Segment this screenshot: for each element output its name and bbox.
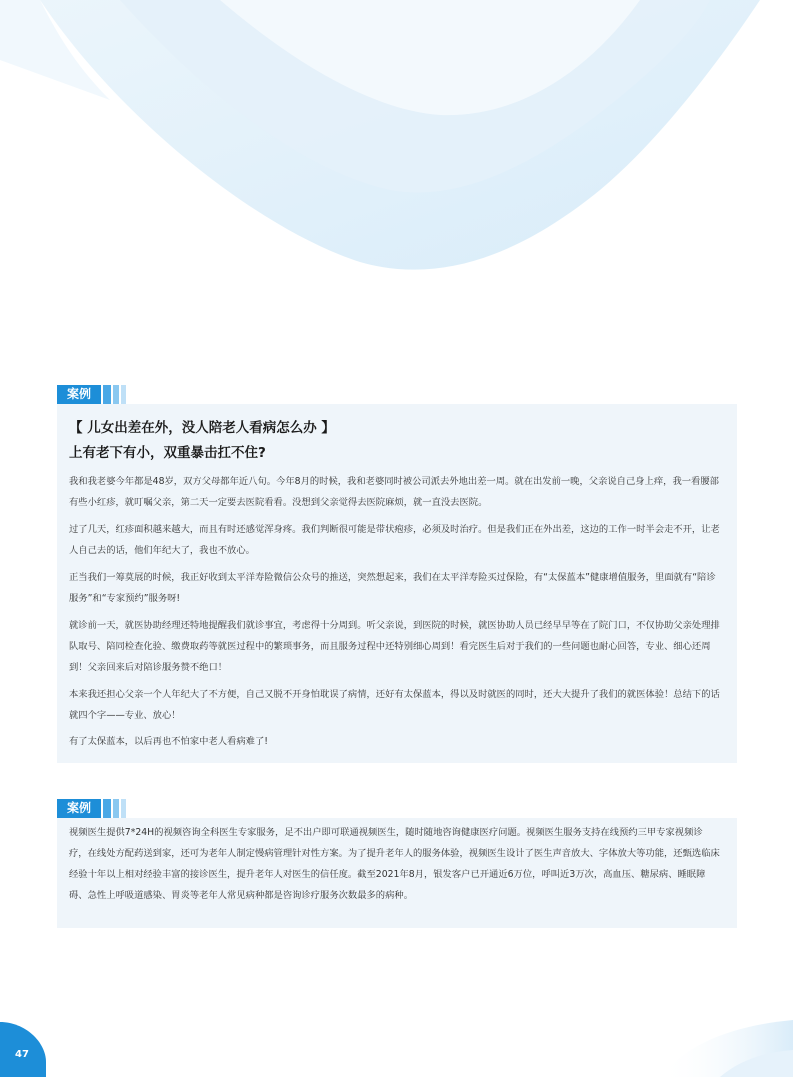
page-number-badge — [0, 1022, 46, 1077]
case-paragraph: 过了几天，红疹面积越来越大，而且有时还感觉浑身疼。我们判断很可能是带状疱疹，必须及时治疗。但是我们正在外出差，这边的工作一时半会走不开，让老人自己去的话，他们年纪大了，我也不放心。 — [69, 524, 720, 556]
case-tag — [57, 799, 167, 818]
case-tag-label: 案例 — [57, 799, 101, 818]
case-paragraph: 有了太保蓝本，以后再也不怕家中老人看病难了! — [69, 736, 268, 747]
case-paragraph: 视频医生提供7*24H的视频咨询全科医生专家服务，足不出户即可联通视频医生，随时随地咨询健康医疗问题。视频医生服务支持在线预约三甲专家视频诊疗，在线处方配药送到家，还可为老年人制定慢病管理针对性方案。为了提升老年人的服务体验，视频医生设计了医生声音放大、字体放大等功能，还甄选临床经验十年以上相对经验丰富的接诊医生，提升老年人对医生的信任度。截至2021年8月，银发客户已开通近6万位，呼叫近3万次，高血压、糖尿病、睡眠障碍、急性上呼吸道感染、胃炎等老年人常见病种都是咨询诊疗服务次数最多的病种。 — [69, 827, 720, 901]
case-paragraph: 就诊前一天，就医协助经理还特地提醒我们就诊事宜，考虑得十分周到。听父亲说，到医院的时候，就医协助人员已经早早等在了院门口，不仅协助父亲处理排队取号、陪同检查化验、缴费取药等就医过程中的繁琐事务，而且服务过程中还特别细心周到！看完医生后对于我们的一些问题也耐心回答，专业、细心还周到！父亲回来后对陪诊服务赞不绝口！ — [69, 620, 720, 673]
case-tag — [57, 385, 167, 404]
case-tag-label: 案例 — [57, 385, 101, 404]
case-paragraph: 正当我们一筹莫展的时候，我正好收到太平洋寿险微信公众号的推送，突然想起来，我们在太平洋寿险买过保险，有“太保蓝本”健康增值服务，里面就有“陪诊服务”和“专家预约”服务呀! — [69, 572, 716, 604]
page-number: 47 — [15, 1049, 29, 1060]
case-headline: 【 儿女出差在外，没人陪老人看病怎么办 】 — [69, 420, 335, 436]
case-content-box — [57, 818, 737, 928]
case-paragraph: 我和我老婆今年都是48岁，双方父母都年近八旬。今年8月的时候，我和老婆同时被公司派去外地出差一周。就在出发前一晚，父亲说自己身上痒，我一看腰部有些小红疹，就叮嘱父亲，第二天一定要去医院看看。没想到父亲觉得去医院麻烦，就一直没去医院。 — [69, 476, 719, 508]
case-content-box — [57, 404, 737, 763]
case-paragraph: 本来我还担心父亲一个人年纪大了不方便，自己又脱不开身怕耽误了病情，还好有太保蓝本，得以及时就医的同时，还大大提升了我们的就医体验！总结下的话就四个字——专业、放心！ — [69, 689, 720, 721]
case-subheadline: 上有老下有小，双重暴击扛不住? — [69, 445, 266, 461]
